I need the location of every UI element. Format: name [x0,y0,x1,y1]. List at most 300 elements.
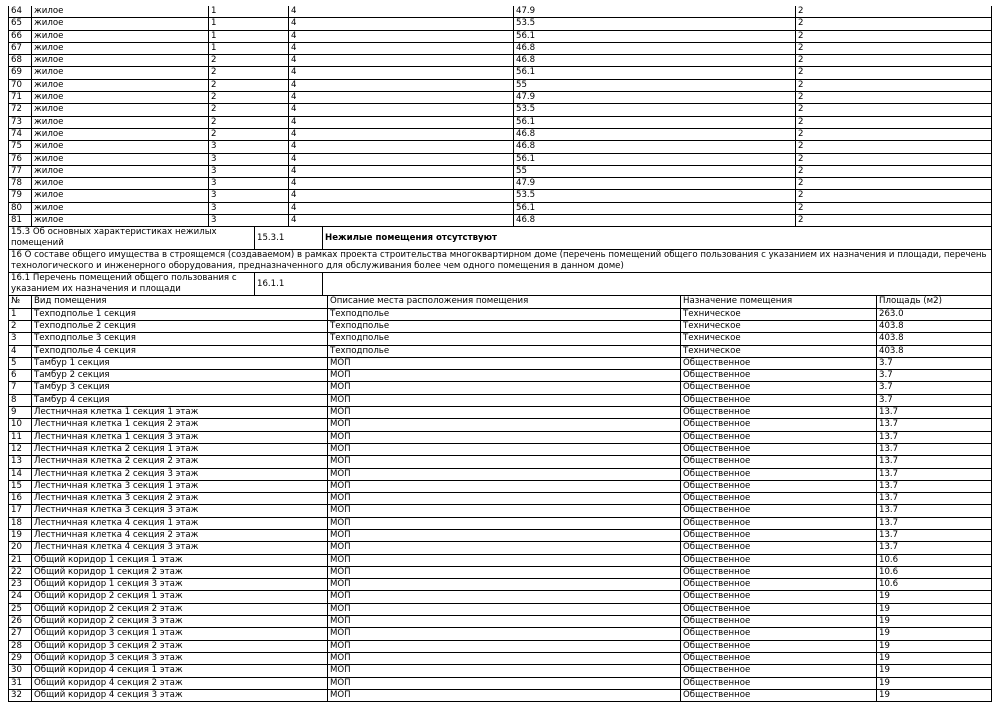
apartment-floor: 4 [289,165,514,177]
apartment-area: 47.9 [514,178,796,190]
apartment-rooms: 2 [796,104,992,116]
apartment-floor: 4 [289,104,514,116]
apartment-rooms: 2 [796,190,992,202]
room-number: 6 [9,370,32,382]
apartment-floor: 4 [289,30,514,42]
room-location: МОП [328,517,681,529]
apartment-floor: 4 [289,6,514,18]
room-number: 14 [9,468,32,480]
apartments-table [8,6,992,227]
common-room-row [9,382,992,394]
room-purpose: Общественное [681,468,877,480]
room-purpose: Общественное [681,529,877,541]
apartment-area: 46.8 [514,215,796,227]
common-room-row [9,345,992,357]
common-rooms-header-row [9,296,992,308]
section-16-1-code: 16.1.1 [255,273,323,296]
common-room-row [9,308,992,320]
apartment-section: 1 [209,42,289,54]
room-type: Тамбур 3 секция [32,382,328,394]
room-purpose: Общественное [681,579,877,591]
common-room-row [9,517,992,529]
room-number: 25 [9,603,32,615]
room-location: МОП [328,407,681,419]
room-number: 13 [9,456,32,468]
room-location: МОП [328,640,681,652]
room-location: МОП [328,652,681,664]
apartment-row [9,55,992,67]
room-area: 403.8 [877,320,992,332]
apartment-floor: 4 [289,42,514,54]
room-location: МОП [328,542,681,554]
room-purpose: Техническое [681,345,877,357]
room-purpose: Общественное [681,480,877,492]
room-location: МОП [328,357,681,369]
common-room-row [9,616,992,628]
apartment-number: 77 [9,165,32,177]
apartment-section: 3 [209,190,289,202]
room-number: 8 [9,394,32,406]
apartment-number: 81 [9,215,32,227]
room-location: МОП [328,603,681,615]
apartment-area: 46.8 [514,42,796,54]
apartment-floor: 4 [289,128,514,140]
common-room-row [9,554,992,566]
apartment-rooms: 2 [796,202,992,214]
room-number: 12 [9,443,32,455]
room-location: МОП [328,677,681,689]
room-type: Общий коридор 1 секция 1 этаж [32,554,328,566]
room-location: Техподполье [328,345,681,357]
apartment-row [9,116,992,128]
room-type: Общий коридор 2 секция 2 этаж [32,603,328,615]
section-15-3-value: Нежилые помещения отсутствуют [323,227,992,250]
common-room-row [9,320,992,332]
apartment-area: 53.5 [514,104,796,116]
header-location: Описание места расположения помещения [328,296,681,308]
room-type: Общий коридор 1 секция 3 этаж [32,579,328,591]
room-purpose: Общественное [681,603,877,615]
apartment-rooms: 2 [796,6,992,18]
room-number: 16 [9,493,32,505]
header-purpose: Назначение помещения [681,296,877,308]
apartment-section: 1 [209,6,289,18]
common-room-row [9,542,992,554]
apartment-rooms: 2 [796,42,992,54]
room-area: 19 [877,591,992,603]
room-purpose: Общественное [681,677,877,689]
room-purpose: Общественное [681,407,877,419]
apartment-section: 3 [209,215,289,227]
apartment-section: 2 [209,67,289,79]
room-area: 19 [877,628,992,640]
apartment-area: 56.1 [514,153,796,165]
common-room-row [9,443,992,455]
room-type: Лестничная клетка 2 секция 3 этаж [32,468,328,480]
room-number: 15 [9,480,32,492]
room-location: МОП [328,529,681,541]
room-purpose: Общественное [681,419,877,431]
apartment-row [9,165,992,177]
apartment-type: жилое [32,116,209,128]
room-area: 19 [877,665,992,677]
apartment-section: 3 [209,178,289,190]
room-purpose: Общественное [681,628,877,640]
apartment-floor: 4 [289,141,514,153]
common-room-row [9,480,992,492]
room-location: МОП [328,480,681,492]
apartment-section: 1 [209,18,289,30]
apartment-section: 2 [209,128,289,140]
room-purpose: Общественное [681,505,877,517]
apartment-number: 70 [9,79,32,91]
room-purpose: Общественное [681,431,877,443]
room-type: Общий коридор 3 секция 2 этаж [32,640,328,652]
room-area: 13.7 [877,542,992,554]
room-area: 13.7 [877,443,992,455]
section-16-label: 16 О составе общего имущества в строящемся (создаваемом) в рамках проекта строительства многоквартирном доме (перечень помещений общего пользования с указанием их назначения и площади, перечень технологического и инженерного оборудования, предназначенного для обслуживания более чем одного помещения в данном доме) [9,250,992,273]
room-location: МОП [328,468,681,480]
apartment-rooms: 2 [796,92,992,104]
room-number: 23 [9,579,32,591]
apartment-area: 53.5 [514,18,796,30]
apartment-type: жилое [32,79,209,91]
room-area: 19 [877,677,992,689]
apartment-type: жилое [32,6,209,18]
room-area: 3.7 [877,394,992,406]
room-area: 3.7 [877,382,992,394]
room-location: МОП [328,419,681,431]
section-16-1-row [9,273,992,296]
room-type: Лестничная клетка 4 секция 1 этаж [32,517,328,529]
room-type: Лестничная клетка 3 секция 2 этаж [32,493,328,505]
room-type: Лестничная клетка 4 секция 3 этаж [32,542,328,554]
room-area: 3.7 [877,357,992,369]
room-area: 13.7 [877,493,992,505]
room-purpose: Техническое [681,320,877,332]
room-purpose: Общественное [681,443,877,455]
apartment-type: жилое [32,67,209,79]
apartment-type: жилое [32,215,209,227]
room-purpose: Общественное [681,542,877,554]
room-number: 32 [9,689,32,701]
common-rooms-table [8,295,992,702]
room-type: Общий коридор 3 секция 1 этаж [32,628,328,640]
room-purpose: Общественное [681,616,877,628]
room-purpose: Техническое [681,333,877,345]
room-location: МОП [328,370,681,382]
apartment-section: 2 [209,104,289,116]
apartment-number: 75 [9,141,32,153]
room-number: 28 [9,640,32,652]
room-number: 31 [9,677,32,689]
room-purpose: Общественное [681,652,877,664]
room-number: 18 [9,517,32,529]
apartment-rooms: 2 [796,55,992,67]
room-type: Общий коридор 4 секция 1 этаж [32,665,328,677]
common-room-row [9,628,992,640]
apartment-row [9,104,992,116]
header-number: № [9,296,32,308]
section-15-3-code: 15.3.1 [255,227,323,250]
apartment-area: 47.9 [514,6,796,18]
room-location: МОП [328,382,681,394]
room-purpose: Техническое [681,308,877,320]
room-type: Лестничная клетка 2 секция 1 этаж [32,443,328,455]
common-room-row [9,505,992,517]
apartment-rooms: 2 [796,79,992,91]
room-number: 9 [9,407,32,419]
apartment-floor: 4 [289,79,514,91]
apartment-floor: 4 [289,202,514,214]
section-16-1-value [323,273,992,296]
apartment-number: 74 [9,128,32,140]
room-area: 13.7 [877,407,992,419]
apartment-rooms: 2 [796,128,992,140]
room-number: 27 [9,628,32,640]
apartment-number: 80 [9,202,32,214]
common-room-row [9,394,992,406]
apartment-row [9,190,992,202]
room-location: МОП [328,431,681,443]
room-area: 19 [877,652,992,664]
apartment-section: 3 [209,165,289,177]
room-area: 19 [877,616,992,628]
room-number: 24 [9,591,32,603]
common-room-row [9,640,992,652]
room-number: 2 [9,320,32,332]
room-purpose: Общественное [681,517,877,529]
section-16-row [9,250,992,273]
apartment-section: 1 [209,30,289,42]
room-type: Лестничная клетка 1 секция 2 этаж [32,419,328,431]
apartment-area: 47.9 [514,92,796,104]
room-area: 403.8 [877,333,992,345]
apartment-rooms: 2 [796,67,992,79]
apartment-section: 2 [209,79,289,91]
room-area: 13.7 [877,529,992,541]
apartment-floor: 4 [289,116,514,128]
common-room-row [9,652,992,664]
apartment-type: жилое [32,202,209,214]
room-type: Техподполье 2 секция [32,320,328,332]
apartment-rooms: 2 [796,18,992,30]
common-room-row [9,529,992,541]
room-area: 10.6 [877,566,992,578]
apartment-floor: 4 [289,215,514,227]
room-location: МОП [328,628,681,640]
room-purpose: Общественное [681,382,877,394]
room-location: МОП [328,443,681,455]
sections-table [8,226,992,296]
apartment-type: жилое [32,104,209,116]
room-number: 4 [9,345,32,357]
room-type: Лестничная клетка 3 секция 3 этаж [32,505,328,517]
room-area: 13.7 [877,480,992,492]
room-location: МОП [328,505,681,517]
apartment-type: жилое [32,153,209,165]
room-area: 13.7 [877,456,992,468]
apartment-section: 2 [209,116,289,128]
room-type: Лестничная клетка 4 секция 2 этаж [32,529,328,541]
room-area: 403.8 [877,345,992,357]
apartment-section: 2 [209,55,289,67]
apartment-type: жилое [32,92,209,104]
apartment-area: 56.1 [514,202,796,214]
room-purpose: Общественное [681,370,877,382]
apartment-area: 56.1 [514,30,796,42]
room-area: 10.6 [877,579,992,591]
room-type: Тамбур 1 секция [32,357,328,369]
section-15-3-row [9,227,992,250]
apartment-number: 65 [9,18,32,30]
room-type: Лестничная клетка 1 секция 3 этаж [32,431,328,443]
room-type: Общий коридор 4 секция 2 этаж [32,677,328,689]
apartment-type: жилое [32,42,209,54]
room-type: Тамбур 2 секция [32,370,328,382]
apartment-rooms: 2 [796,116,992,128]
room-type: Общий коридор 2 секция 1 этаж [32,591,328,603]
room-area: 19 [877,603,992,615]
common-room-row [9,591,992,603]
apartment-area: 46.8 [514,128,796,140]
apartment-rooms: 2 [796,30,992,42]
room-area: 3.7 [877,370,992,382]
header-area: Площадь (м2) [877,296,992,308]
apartment-rooms: 2 [796,153,992,165]
apartment-number: 79 [9,190,32,202]
room-location: МОП [328,591,681,603]
room-type: Общий коридор 1 секция 2 этаж [32,566,328,578]
apartment-row [9,67,992,79]
apartment-section: 3 [209,153,289,165]
common-room-row [9,357,992,369]
room-purpose: Общественное [681,640,877,652]
room-number: 5 [9,357,32,369]
apartment-floor: 4 [289,92,514,104]
apartment-area: 56.1 [514,116,796,128]
room-number: 10 [9,419,32,431]
common-room-row [9,333,992,345]
room-number: 19 [9,529,32,541]
apartment-row [9,92,992,104]
section-15-3-label: 15.3 Об основных характеристиках нежилых помещений [9,227,255,250]
apartment-floor: 4 [289,18,514,30]
apartment-area: 46.8 [514,55,796,67]
apartment-area: 56.1 [514,67,796,79]
apartment-floor: 4 [289,153,514,165]
common-room-row [9,431,992,443]
room-number: 22 [9,566,32,578]
room-area: 13.7 [877,419,992,431]
apartment-section: 3 [209,141,289,153]
apartment-type: жилое [32,190,209,202]
apartment-row [9,18,992,30]
room-purpose: Общественное [681,456,877,468]
common-room-row [9,603,992,615]
apartment-row [9,215,992,227]
document-page [8,6,991,702]
apartment-row [9,30,992,42]
apartment-rooms: 2 [796,165,992,177]
room-type: Техподполье 4 секция [32,345,328,357]
room-type: Общий коридор 4 секция 3 этаж [32,689,328,701]
apartment-number: 76 [9,153,32,165]
apartment-row [9,6,992,18]
room-purpose: Общественное [681,591,877,603]
room-number: 21 [9,554,32,566]
apartment-number: 67 [9,42,32,54]
room-number: 17 [9,505,32,517]
apartment-row [9,79,992,91]
common-room-row [9,677,992,689]
room-location: МОП [328,394,681,406]
apartment-row [9,128,992,140]
room-purpose: Общественное [681,566,877,578]
room-type: Общий коридор 3 секция 3 этаж [32,652,328,664]
apartment-floor: 4 [289,178,514,190]
room-area: 13.7 [877,431,992,443]
apartment-row [9,153,992,165]
common-room-row [9,566,992,578]
room-purpose: Общественное [681,394,877,406]
room-area: 10.6 [877,554,992,566]
apartment-section: 3 [209,202,289,214]
room-location: Техподполье [328,333,681,345]
apartment-area: 55 [514,79,796,91]
apartment-row [9,141,992,153]
room-purpose: Общественное [681,665,877,677]
apartment-number: 64 [9,6,32,18]
common-room-row [9,579,992,591]
common-room-row [9,419,992,431]
room-location: Техподполье [328,308,681,320]
apartment-section: 2 [209,92,289,104]
room-location: МОП [328,493,681,505]
common-room-row [9,689,992,701]
room-type: Тамбур 4 секция [32,394,328,406]
room-type: Техподполье 1 секция [32,308,328,320]
common-rooms-table-body [9,308,992,702]
room-type: Техподполье 3 секция [32,333,328,345]
room-type: Лестничная клетка 3 секция 1 этаж [32,480,328,492]
room-area: 19 [877,689,992,701]
apartment-area: 55 [514,165,796,177]
room-area: 13.7 [877,517,992,529]
apartment-row [9,178,992,190]
room-number: 29 [9,652,32,664]
common-room-row [9,493,992,505]
header-room-type: Вид помещения [32,296,328,308]
room-location: МОП [328,566,681,578]
apartment-number: 71 [9,92,32,104]
apartment-type: жилое [32,178,209,190]
apartment-floor: 4 [289,55,514,67]
room-number: 7 [9,382,32,394]
apartment-type: жилое [32,30,209,42]
room-area: 263.0 [877,308,992,320]
apartment-number: 69 [9,67,32,79]
apartment-number: 72 [9,104,32,116]
apartment-floor: 4 [289,67,514,79]
section-16-1-label: 16.1 Перечень помещений общего пользования с указанием их назначения и площади [9,273,255,296]
apartment-number: 68 [9,55,32,67]
room-purpose: Общественное [681,554,877,566]
room-purpose: Общественное [681,689,877,701]
room-location: МОП [328,456,681,468]
apartment-area: 53.5 [514,190,796,202]
apartment-type: жилое [32,18,209,30]
